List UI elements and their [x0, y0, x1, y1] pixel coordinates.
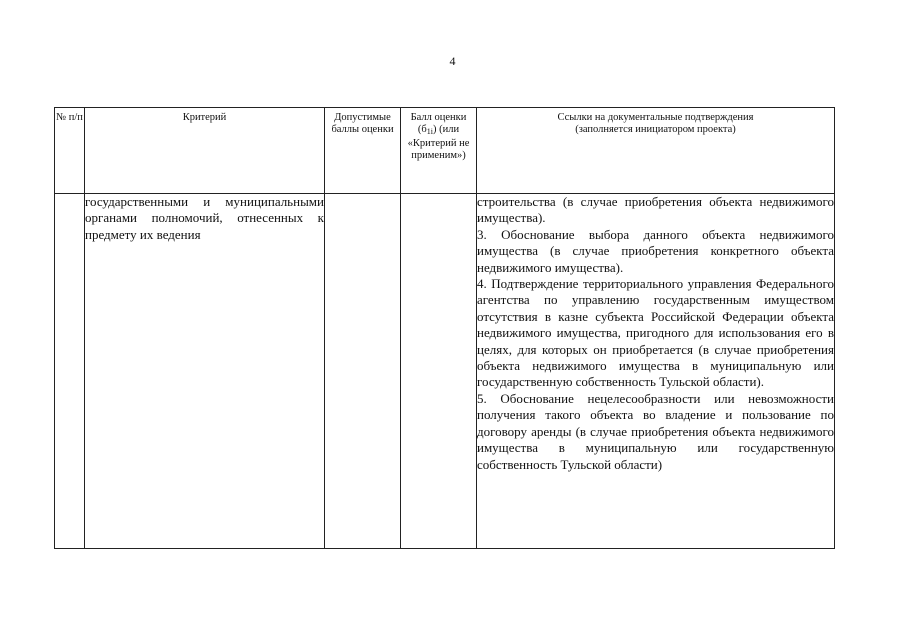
table-header-row: [55, 108, 835, 194]
header-score: [401, 108, 477, 194]
header-score-prefix: Балл оценки (б: [410, 112, 467, 135]
row-num: [55, 194, 85, 549]
header-num: № п/п: [55, 108, 85, 194]
header-criterion: Критерий: [85, 108, 325, 194]
row-score: [401, 194, 477, 549]
reference-paragraph: 3. Обоснование выбора данного объекта недвижимого имущества (в случае приобретения конкретного объекта недвижимого имущества).: [477, 226, 834, 275]
row-criterion: [85, 194, 325, 549]
criteria-table: [54, 107, 835, 549]
row-references: [477, 194, 835, 549]
header-references-title: Ссылки на документальные подтверждения: [557, 112, 754, 123]
page-number: 4: [449, 54, 456, 68]
header-score-subscript: 1i: [426, 127, 433, 136]
reference-paragraph: строительства (в случае приобретения объекта недвижимого имущества).: [477, 194, 834, 226]
header-allowed-scores: Допустимые баллы оценки: [325, 108, 401, 194]
header-score-suffix: ) (или «Критерий не применим»): [407, 124, 470, 161]
header-references-note: (заполняется инициатором проекта): [575, 124, 736, 135]
header-references: [477, 108, 835, 194]
row-allowed-scores: [325, 194, 401, 549]
row-criterion-text: государственными и муниципальными органами полномочий, отнесенных к предмету их ведения: [85, 194, 324, 242]
reference-paragraph: 5. Обоснование нецелесообразности или невозможности получения такого объекта во владение и пользование по договору аренды (в случае приобретения объекта недвижимого имущества в муниципальную или государственную собственность Тульской области): [477, 390, 834, 472]
table-row: [55, 194, 835, 549]
reference-paragraph: 4. Подтверждение территориального управления Федерального агентства по управлению государственным имуществом отсутствия в казне субъекта Российской Федерации объекта недвижимого имущества, пригодного для использования его в целях, для которых он приобретается (в случае приобретения объекта недвижимого имущества в муниципальную или государственную собственность Тульской области).: [477, 276, 834, 390]
